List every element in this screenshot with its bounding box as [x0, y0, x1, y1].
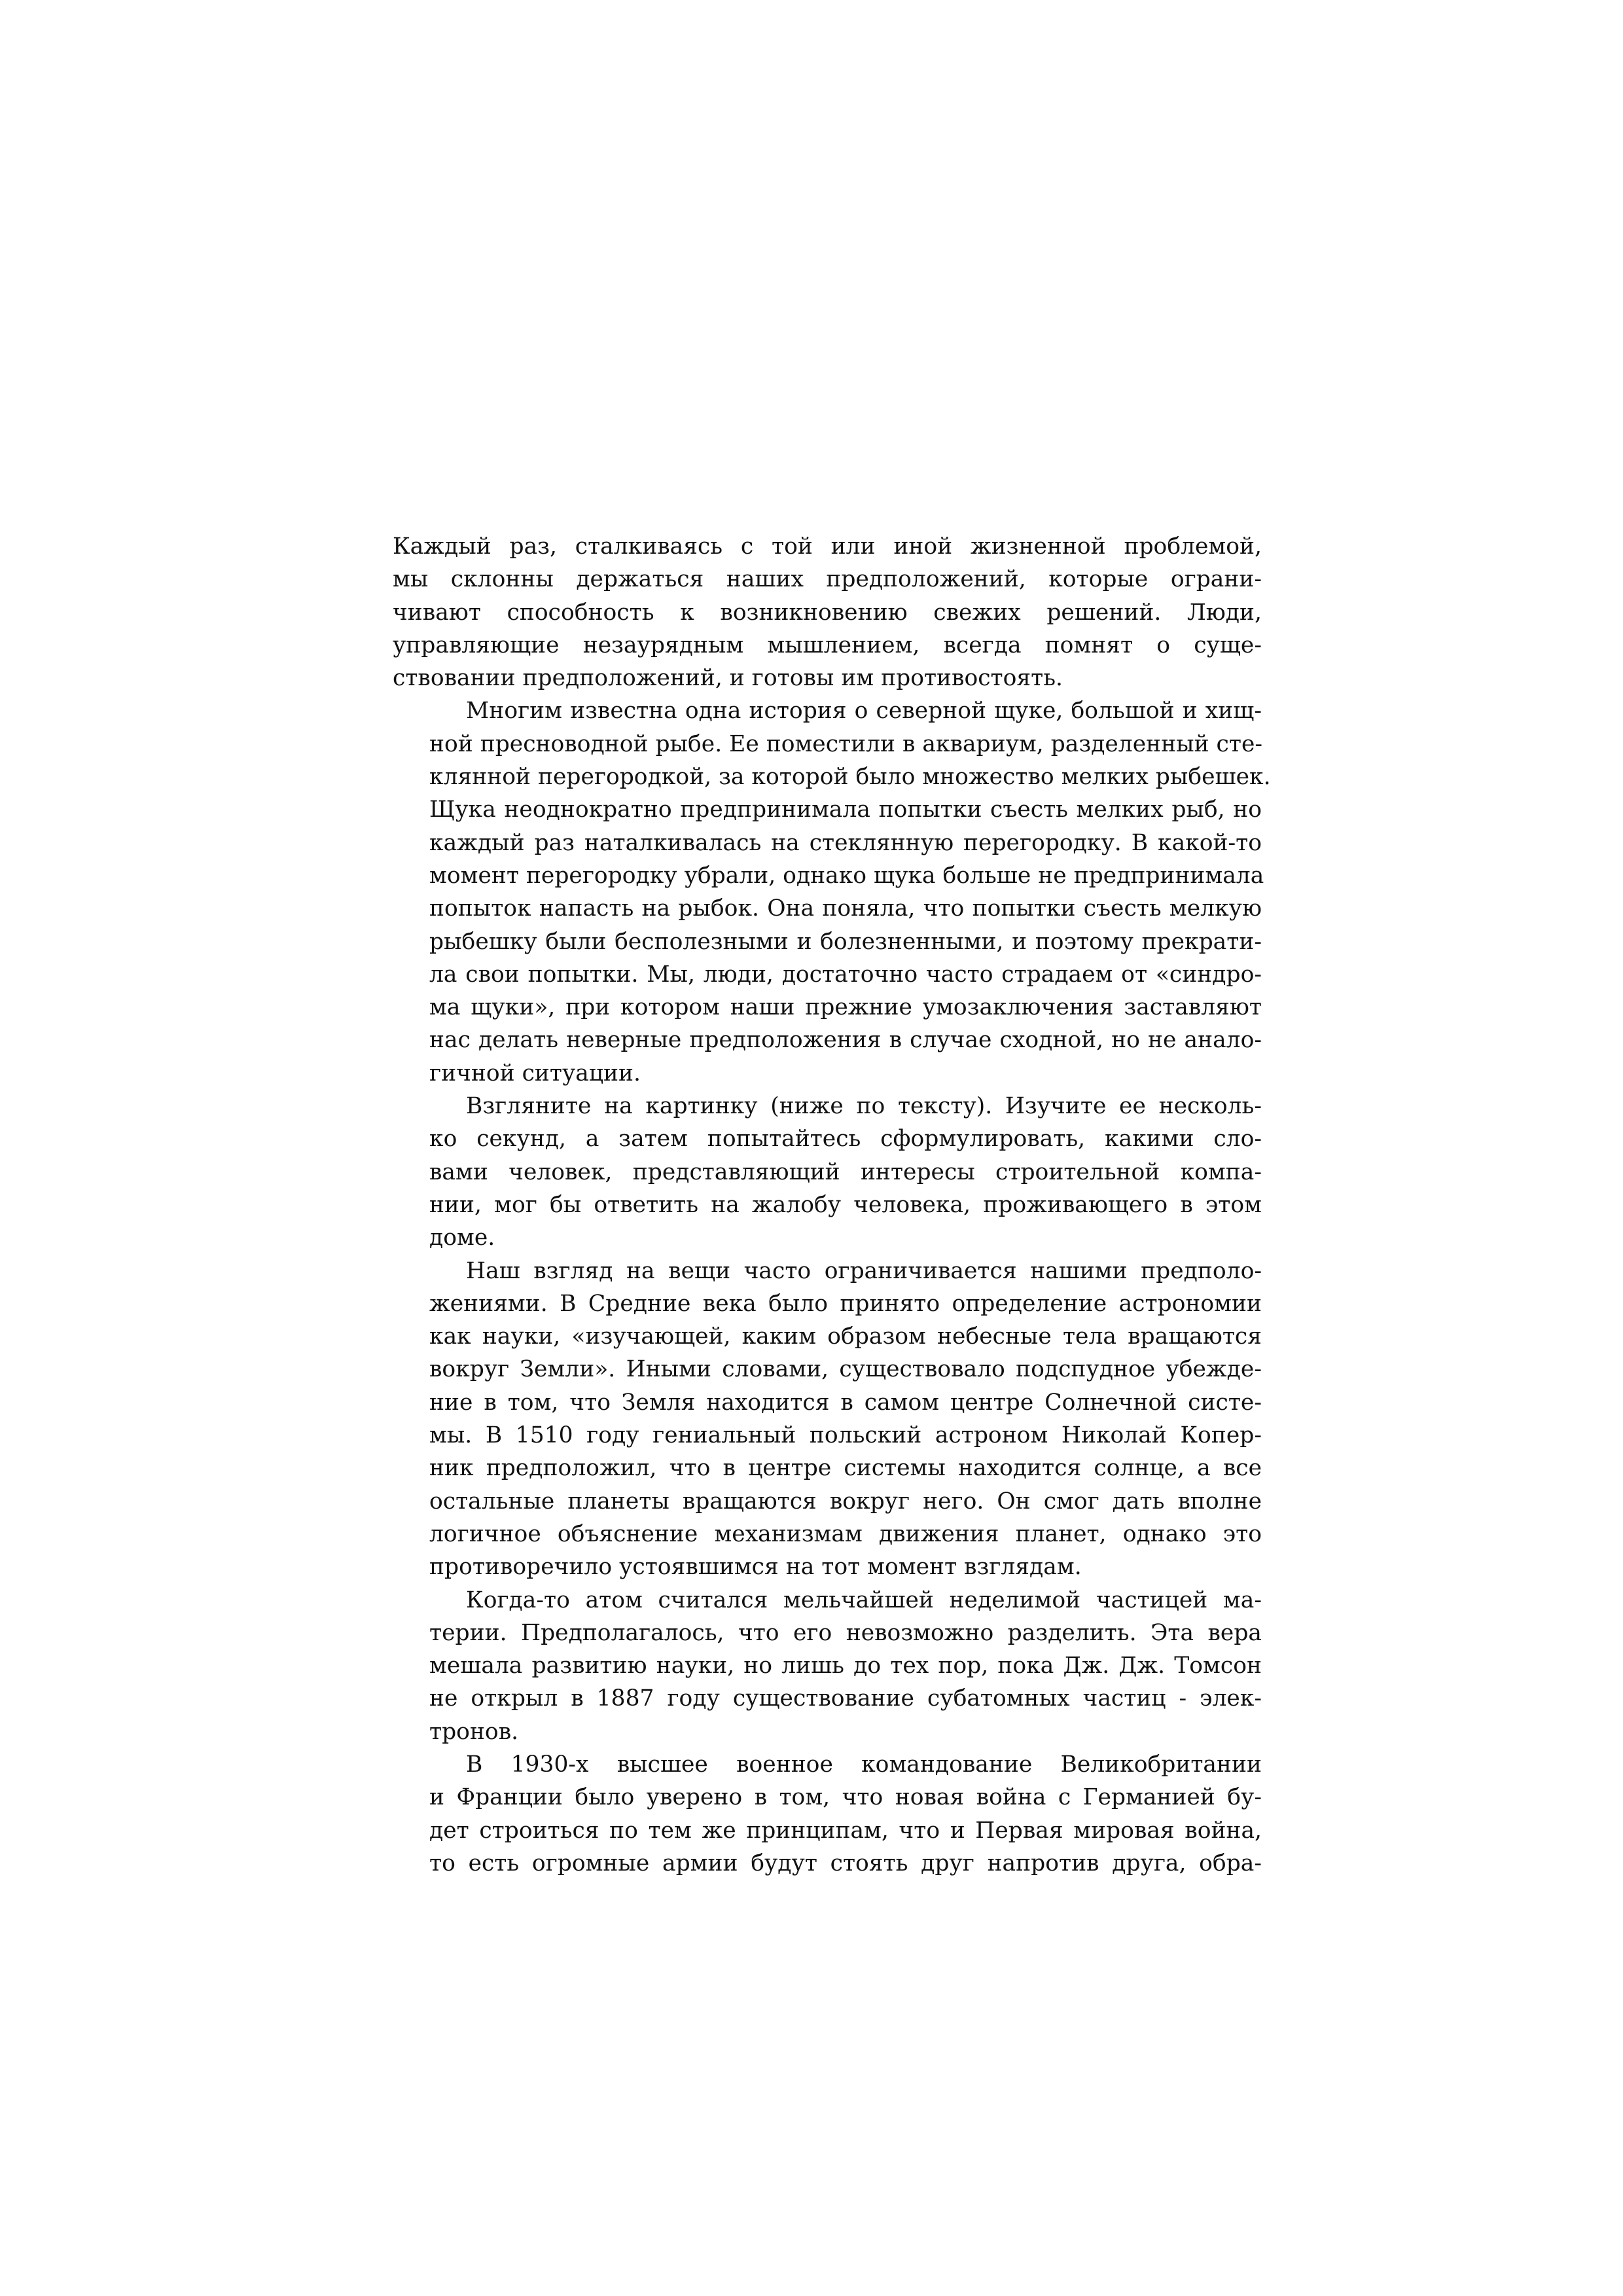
text-line: вокруг Земли». Иными словами, существовало подспудное убежде-: [429, 1356, 1262, 1383]
text-line: логичное объяснение механизмам движения планет, однако это: [429, 1520, 1262, 1547]
paragraph-5: [393, 1584, 1262, 1748]
text-line: то есть огромные армии будут стоять друг напротив друга, обра-: [429, 1850, 1262, 1876]
paragraph-2: [393, 694, 1271, 1090]
text-line: клянной перегородкой, за которой было множество мелких рыбешек.: [429, 764, 1271, 791]
paragraph-4: [393, 1255, 1262, 1584]
text-line: ние в том, что Земля находится в самом центре Солнечной систе-: [429, 1389, 1262, 1416]
paragraph-1: [393, 530, 1262, 694]
text-line: момент перегородку убрали, однако щука больше не предпринимала: [429, 862, 1264, 889]
text-line: ствовании предположений, и готовы им противостоять.: [393, 665, 1063, 692]
text-line: ма щуки», при котором наши прежние умозаключения заставляют: [429, 994, 1262, 1021]
text-line: тронов.: [429, 1718, 519, 1745]
text-line: Взгляните на картинку (ниже по тексту). Изучите ее несколь-: [466, 1093, 1262, 1120]
text-line: ко секунд, а затем попытайтесь сформулировать, какими сло-: [429, 1126, 1262, 1153]
text-line: попыток напасть на рыбок. Она поняла, что попытки съесть мелкую: [429, 895, 1262, 922]
text-line: ла свои попытки. Мы, люди, достаточно часто страдаем от «синдро-: [429, 961, 1262, 988]
text-line: Каждый раз, сталкиваясь с той или иной жизненной проблемой,: [393, 533, 1262, 560]
paragraph-6: [393, 1748, 1262, 1880]
text-line: ник предположил, что в центре системы находится солнце, а все: [429, 1455, 1262, 1482]
text-line: В 1930-х высшее военное командование Великобритании: [466, 1751, 1262, 1778]
text-line: мешала развитию науки, но лишь до тех пор, пока Дж. Дж. Томсон: [429, 1653, 1262, 1679]
text-line: дет строиться по тем же принципам, что и Первая мировая война,: [429, 1817, 1262, 1844]
text-line: гичной ситуации.: [429, 1060, 641, 1086]
text-line: мы. В 1510 году гениальный польский астроном Николай Копер-: [429, 1422, 1262, 1449]
text-line: Многим известна одна история о северной щуке, большой и хищ-: [466, 698, 1262, 725]
text-line: чивают способность к возникновению свежих решений. Люди,: [393, 599, 1262, 626]
text-line: Наш взгляд на вещи часто ограничивается нашими предполо-: [466, 1257, 1262, 1284]
text-line: терии. Предполагалось, что его невозможно разделить. Эта вера: [429, 1619, 1262, 1646]
text-line: рыбешку были бесполезными и болезненными, и поэтому прекрати-: [429, 928, 1262, 955]
text-line: каждый раз наталкивалась на стеклянную перегородку. В какой-то: [429, 829, 1262, 856]
text-line: Когда-то атом считался мельчайшей неделимой частицей ма-: [466, 1587, 1262, 1613]
text-line: ной пресноводной рыбе. Ее поместили в аквариум, разделенный сте-: [429, 730, 1263, 757]
text-line: мы склонны держаться наших предположений, которые ограни-: [393, 566, 1262, 593]
text-line: жениями. В Средние века было принято определение астрономии: [429, 1290, 1262, 1317]
text-line: Щука неоднократно предпринимала попытки съесть мелких рыб, но: [429, 797, 1262, 823]
text-line: остальные планеты вращаются вокруг него. Он смог дать вполне: [429, 1488, 1262, 1515]
text-line: доме.: [429, 1225, 495, 1251]
text-line: нии, мог бы ответить на жалобу человека, проживающего в этом: [429, 1191, 1262, 1218]
text-line: и Франции было уверено в том, что новая война с Германией бу-: [429, 1784, 1262, 1811]
text-line: не открыл в 1887 году существование субатомных частиц - элек-: [429, 1685, 1262, 1712]
text-line: противоречило устоявшимся на тот момент взглядам.: [429, 1554, 1082, 1581]
text-line: управляющие незаурядным мышлением, всегда помнят о суще-: [393, 632, 1262, 658]
text-line: вами человек, представляющий интересы строительной компа-: [429, 1158, 1262, 1185]
paragraph-3: [393, 1090, 1262, 1254]
text-line: нас делать неверные предположения в случае сходной, но не анало-: [429, 1027, 1262, 1054]
body-text: [393, 530, 1271, 1880]
text-line: как науки, «изучающей, каким образом небесные тела вращаются: [429, 1323, 1262, 1350]
